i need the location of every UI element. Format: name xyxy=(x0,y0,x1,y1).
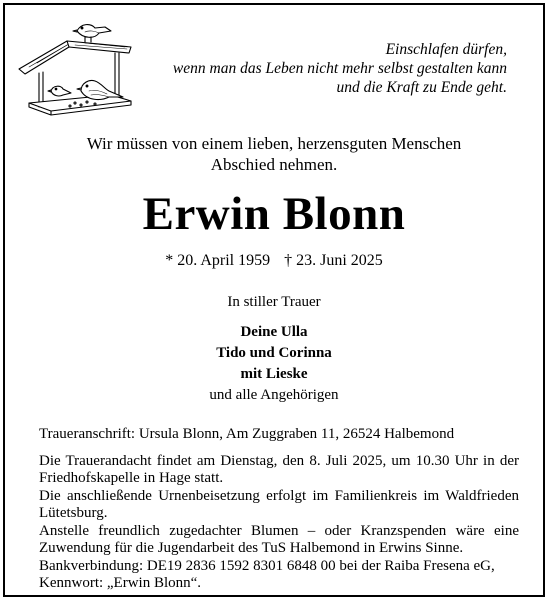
mourners-block xyxy=(5,292,543,406)
bird-feeder-illustration xyxy=(15,17,140,117)
mourning-address: Traueranschrift: Ursula Blonn, Am Zuggraben 11, 26524 Halbemond xyxy=(39,426,455,442)
death-date: † 23. Juni 2025 xyxy=(284,252,383,269)
mourner-name: Tido und Corinna xyxy=(216,345,332,361)
poem-line: und die Kraft zu Ende geht. xyxy=(336,79,507,96)
poem-line: wenn man das Leben nicht mehr selbst gestalten kann xyxy=(172,60,507,77)
donation-info: Anstelle freundlich zugedachter Blumen – oder Kranzspenden wäre eine Zuwendung für die Jugendarbeit des TuS Halbemond in Erwins Sinne. xyxy=(39,522,519,556)
life-dates xyxy=(5,251,543,271)
mourner-name: mit Lieske xyxy=(240,366,308,382)
obituary-frame xyxy=(3,3,545,597)
intro-text xyxy=(5,133,543,175)
donation-reference: Kennwort: „Erwin Blonn“. xyxy=(39,575,202,591)
mourner-name: Deine Ulla xyxy=(240,324,308,340)
birth-date: * 20. April 1959 xyxy=(165,252,271,269)
mourner-relatives: und alle Angehörigen xyxy=(209,387,339,403)
bank-info: Bankverbindung: DE19 2836 1592 8301 6848 00 bei der Raiba Fresena eG, xyxy=(39,557,495,574)
poem-line: Einschlafen dürfen, xyxy=(385,41,507,58)
intro-line: Abschied nehmen. xyxy=(210,155,338,174)
mourning-phrase: In stiller Trauer xyxy=(227,294,321,310)
intro-line: Wir müssen von einem lieben, herzensguten Menschen xyxy=(86,134,462,153)
poem-quote xyxy=(173,40,507,97)
deceased-name: Erwin Blonn xyxy=(142,188,406,240)
burial-info: Die anschließende Urnenbeisetzung erfolgt im Familienkreis im Waldfrieden Lütetsburg. xyxy=(39,487,519,521)
funeral-details xyxy=(39,426,519,593)
service-info: Die Trauerandacht findet am Dienstag, den 8. Juli 2025, um 10.30 Uhr in der Friedhofskapelle in Hage statt. xyxy=(39,452,519,486)
